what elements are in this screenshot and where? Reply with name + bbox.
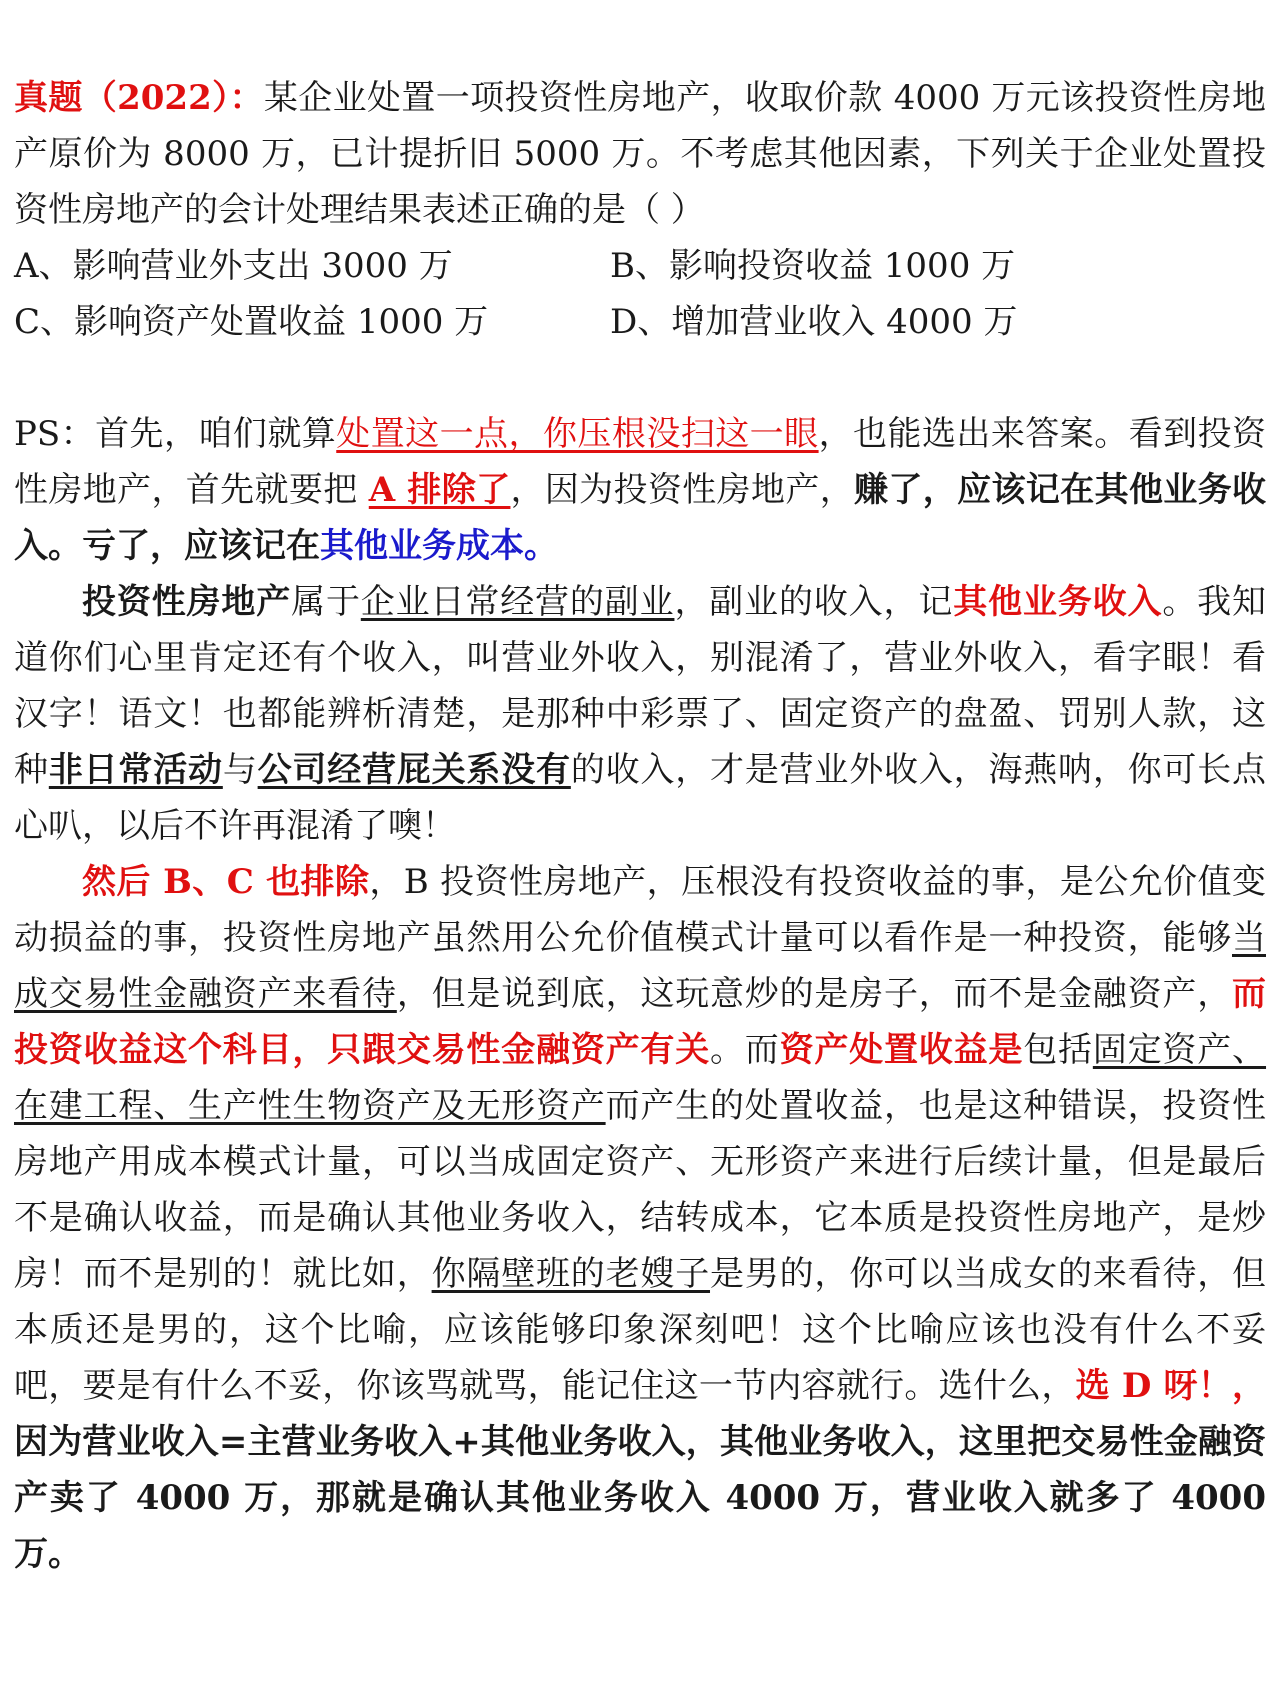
- text-run: ，副业的收入，记: [674, 582, 954, 622]
- option-a: A、影响营业外支出 3000 万: [14, 246, 453, 286]
- text-run: ，也能选出来答案。看到投资性房地产，首先就要把: [14, 414, 1267, 510]
- text-run: 。我知道你们心里肯定还有个收入，叫营业外收入，别混淆了，营业外收入，看字眼！看汉字！语文！也都能辨析清楚，是那种中彩票了、固定资产的盘盈、罚别人款，这种: [14, 582, 1267, 790]
- explanation-paragraph-2: [14, 574, 1266, 854]
- text-run: 的收入，才是营业外收入，海燕呐，你可长点心叭，以后不许再混淆了噢！: [14, 750, 1267, 846]
- question-stem: [14, 70, 1266, 238]
- highlight-run: 而投资收益这个科目，只跟交易性金融资产有关: [14, 974, 1267, 1070]
- explanation-paragraph-3: [14, 854, 1266, 1582]
- text-run: 包括: [1023, 1030, 1093, 1070]
- highlight-run: A 排除了: [368, 470, 511, 510]
- text-run: ，因为投资性房地产，: [510, 470, 855, 510]
- question-text: 某企业处置一项投资性房地产，收取价款 4000 万元该投资性房地产原价为 8000 万，已计提折旧 5000 万。不考虑其他因素，下列关于企业处置投资性房地产的会计处理结果表述正确的是（ ）: [14, 78, 1266, 230]
- underline-run: 你隔壁班的老嫂子: [431, 1254, 711, 1294]
- text-run: 与: [222, 750, 258, 790]
- text-run: 属于: [291, 582, 361, 622]
- highlight-run: 然后 B、C 也排除: [82, 862, 370, 902]
- bold-run: 投资性房地产: [82, 582, 292, 622]
- bold-underline-run: 非日常活动: [48, 750, 223, 790]
- option-b: B、影响投资收益 1000 万: [610, 246, 1016, 286]
- text-run: PS：首先，咱们就算: [14, 414, 337, 454]
- highlight-run: 处置这一点，你压根没扫这一眼: [336, 414, 819, 454]
- explanation-paragraph-1: [14, 406, 1266, 574]
- underline-run: 企业日常经营的副业: [360, 582, 675, 622]
- highlight-run: 其他业务收入: [953, 582, 1163, 622]
- question-label: 真题（2022）：: [14, 78, 264, 118]
- bold-underline-run: 公司经营屁关系没有: [257, 750, 571, 790]
- answer-highlight: 选 D 呀！，: [1075, 1366, 1266, 1406]
- underline-run: 固定资产、在建工程、生产性生物资产及无形资产: [14, 1030, 1267, 1126]
- option-c: C、影响资产处置收益 1000 万: [14, 302, 489, 342]
- highlight-run: 资产处置收益是: [779, 1030, 1024, 1070]
- answer-options: [14, 238, 1266, 350]
- bold-run: 因为营业收入=主营业务收入+其他业务收入，其他业务收入，这里把交易性金融资产卖了 4000 万，那就是确认其他业务收入 4000 万，营业收入就多了 4000 万。: [14, 1422, 1266, 1574]
- text-run: ，但是说到底，这玩意炒的是房子，而不是金融资产，: [396, 974, 1233, 1014]
- text-run: 是男的，你可以当成女的来看待，但本质还是男的，这个比喻，应该能够印象深刻吧！这个比喻应该也没有什么不妥吧，要是有什么不妥，你该骂就骂，能记住这一节内容就行。选什么，: [14, 1254, 1267, 1406]
- option-d: D、增加营业收入 4000 万: [610, 302, 1018, 342]
- text-run: 。而: [710, 1030, 780, 1070]
- highlight-run: 其他业务成本。: [320, 526, 558, 566]
- text-run: 而产生的处置收益，也是这种错误，投资性房地产用成本模式计量，可以当成固定资产、无形资产来进行后续计量，但是最后不是确认收益，而是确认其他业务收入，结转成本，它本质是投资性房地产，是炒房！而不是别的！就比如，: [14, 1086, 1267, 1294]
- bold-run: 赚了，应该记在其他业务收入。亏了，应该记在: [14, 470, 1267, 566]
- underline-run: 当成交易性金融资产来看待: [14, 918, 1266, 1014]
- text-run: ，B 投资性房地产，压根没有投资收益的事，是公允价值变动损益的事，投资性房地产虽然用公允价值模式计量可以看作是一种投资，能够: [14, 862, 1266, 958]
